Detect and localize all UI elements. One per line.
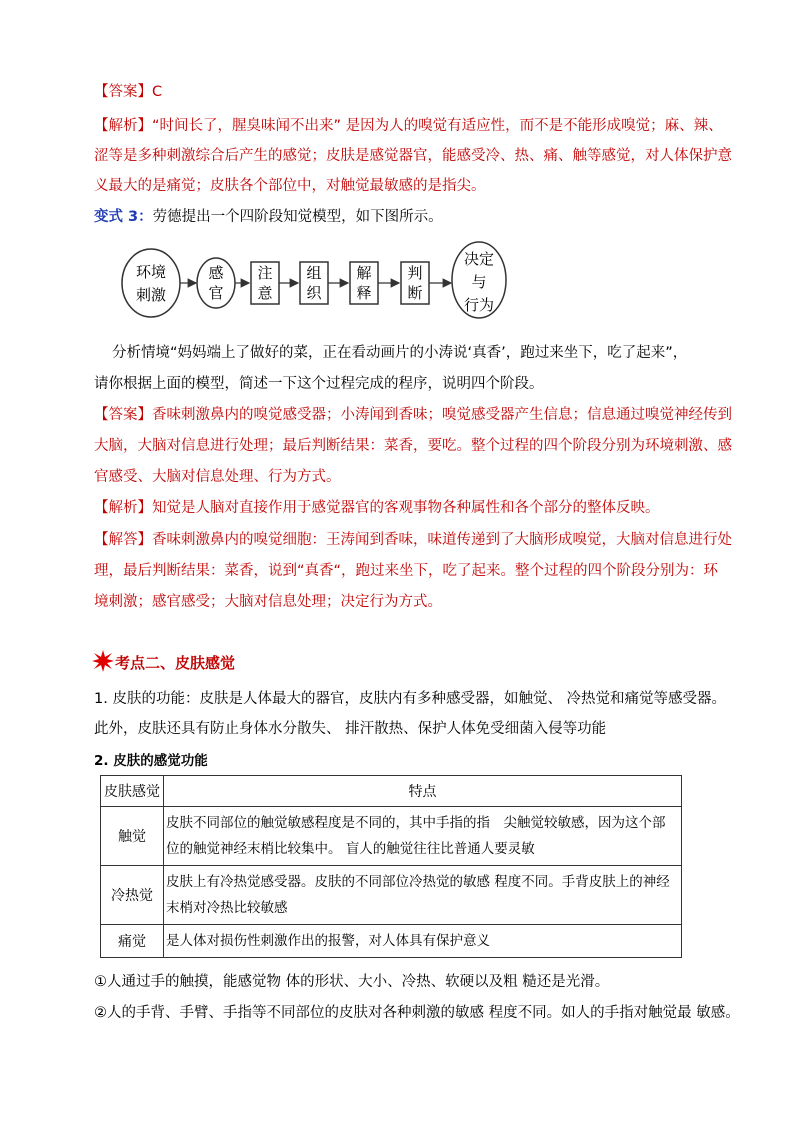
node-2-line-1: 感 <box>208 264 224 282</box>
perception-model-diagram <box>120 240 520 320</box>
skin-sense-title: 2. 皮肤的感觉功能 <box>94 753 208 769</box>
node-6-line-1: 判 <box>407 264 423 282</box>
node-1-line-2: 刺激 <box>135 286 167 304</box>
row-feature-touch <box>164 807 682 866</box>
node-7-line-2: 与 <box>471 273 487 291</box>
variant-text: 劳德提出一个四阶段知觉模型，如下图所示。 <box>152 209 443 225</box>
note-2: ②人的手背、手臂、手指等不同部位的皮肤对各种刺激的敏感 程度不同。如人的手指对触觉最 敏感。 <box>94 1005 740 1021</box>
answer-line <box>94 82 162 102</box>
solution-tag: 【解答】 <box>94 532 152 548</box>
row-touch-line-1: 皮肤不同部位的触觉敏感程度是不同的，其中手指的指 尖触觉较敏感，因为这个部 <box>166 815 666 831</box>
analysis-line-3: 义最大的是痛觉；皮肤各个部位中，对触觉最敏感的是指尖。 <box>94 178 486 194</box>
variant-answer-line-2: 大脑，大脑对信息进行处理；最后判断结果：菜香，要吃。整个过程的四个阶段分别为环境刺激、感 <box>94 438 732 454</box>
answer-tag: 【答案】 <box>94 84 152 100</box>
row-name-touch: 触觉 <box>101 807 164 866</box>
variant-answer-text-1: 香味刺激鼻内的嗅觉感受器；小涛闻到香味；嗅觉感受器产生信息；信息通过嗅觉神经传到 <box>152 407 732 423</box>
table-header-row <box>101 776 682 807</box>
row-temperature-line-1: 皮肤上有冷热觉感受器。皮肤的不同部位冷热觉的敏感 程度不同。手背皮肤上的神经 <box>166 874 670 890</box>
variant-analysis-tag: 【解析】 <box>94 500 152 516</box>
solution-text-1: 香味刺激鼻内的嗅觉细胞：王涛闻到香味，味道传递到了大脑形成嗅觉，大脑对信息进行处 <box>152 532 732 548</box>
node-7-line-3: 行为 <box>463 296 495 314</box>
skin-function-line-1: 1. 皮肤的功能：皮肤是人体最大的器官，皮肤内有多种感受器，如触觉、 冷热觉和痛觉等感受器。 <box>94 691 727 707</box>
solution-line-3: 境刺激；感官感受；大脑对信息处理；决定行为方式。 <box>94 594 442 610</box>
analysis-line-2: 涩等是多种刺激综合后产生的感觉；皮肤是感觉器官，能感受冷、热、痛、触等感觉，对人体保护意 <box>94 148 732 164</box>
node-3-line-1: 注 <box>257 264 273 282</box>
variant-analysis-text: 知觉是人脑对直接作用于感觉器官的客观事物各种属性和各个部分的整体反映。 <box>152 500 660 516</box>
node-7-line-1: 决定 <box>463 250 495 268</box>
skin-sense-table <box>100 775 682 958</box>
node-3-line-2: 意 <box>257 284 273 302</box>
node-4-line-2: 织 <box>306 284 322 302</box>
note-1: ①人通过手的触摸，能感觉物 体的形状、大小、冷热、软硬以及粗 糙还是光滑。 <box>94 974 610 990</box>
variant-analysis-line <box>94 498 660 518</box>
variant-answer-tag: 【答案】 <box>94 407 152 423</box>
row-pain-line-1: 是人体对损伤性刺激作出的报警，对人体具有保护意义 <box>166 933 490 949</box>
node-environment-stimulus <box>122 249 180 317</box>
variant-label: 变式 3： <box>94 209 153 225</box>
row-touch-line-2: 位的触觉神经末梢比较集中。 盲人的触觉往往比普通人要灵敏 <box>166 841 535 857</box>
table-row <box>101 807 682 866</box>
solution-line-2: 理，最后判断结果：菜香，说到“真香“，跑过来坐下，吃了起来。整个过程的四个阶段分别为：环 <box>94 563 719 579</box>
variant-answer-line-3: 官感受、大脑对信息处理、行为方式。 <box>94 469 341 485</box>
skin-function-line-2: 此外，皮肤还具有防止身体水分散失、 排汗散热、保护人体免受细菌入侵等功能 <box>94 721 607 737</box>
analysis-line-1 <box>94 116 723 136</box>
row-temperature-line-2: 末梢对冷热比较敏感 <box>166 900 288 916</box>
row-name-temperature: 冷热觉 <box>101 866 164 925</box>
node-6-line-2: 断 <box>407 284 423 302</box>
question-line-1: 分析情境“妈妈端上了做好的菜，正在看动画片的小涛说‘真香’，跑过来坐下，吃了起来”， <box>112 345 688 361</box>
table-header-feature: 特点 <box>164 776 682 807</box>
node-1-line-1: 环境 <box>135 263 167 281</box>
section-title: 考点二、皮肤感觉 <box>115 654 236 672</box>
analysis-text-1: “时间长了，腥臭味闻不出来” 是因为人的嗅觉有适应性，而不是不能形成嗅觉；麻、辣、 <box>152 118 723 134</box>
table-header-sense: 皮肤感觉 <box>101 776 164 807</box>
question-line-2: 请你根据上面的模型，简述一下这个过程完成的程序，说明四个阶段。 <box>94 376 544 392</box>
node-5-line-1: 解 <box>356 264 372 282</box>
solution-line-1 <box>94 530 732 550</box>
row-feature-temperature <box>164 866 682 925</box>
node-4-line-1: 组 <box>306 264 322 282</box>
burst-star-icon <box>92 650 114 672</box>
row-name-pain: 痛觉 <box>101 925 164 958</box>
row-feature-pain <box>164 925 682 958</box>
answer-value: C <box>152 84 163 100</box>
node-2-line-2: 官 <box>208 284 224 302</box>
variant-answer-line-1 <box>94 405 732 425</box>
node-5-line-2: 释 <box>356 284 372 302</box>
variant-line <box>94 207 443 227</box>
analysis-tag: 【解析】 <box>94 118 152 134</box>
table-row <box>101 925 682 958</box>
table-row <box>101 866 682 925</box>
